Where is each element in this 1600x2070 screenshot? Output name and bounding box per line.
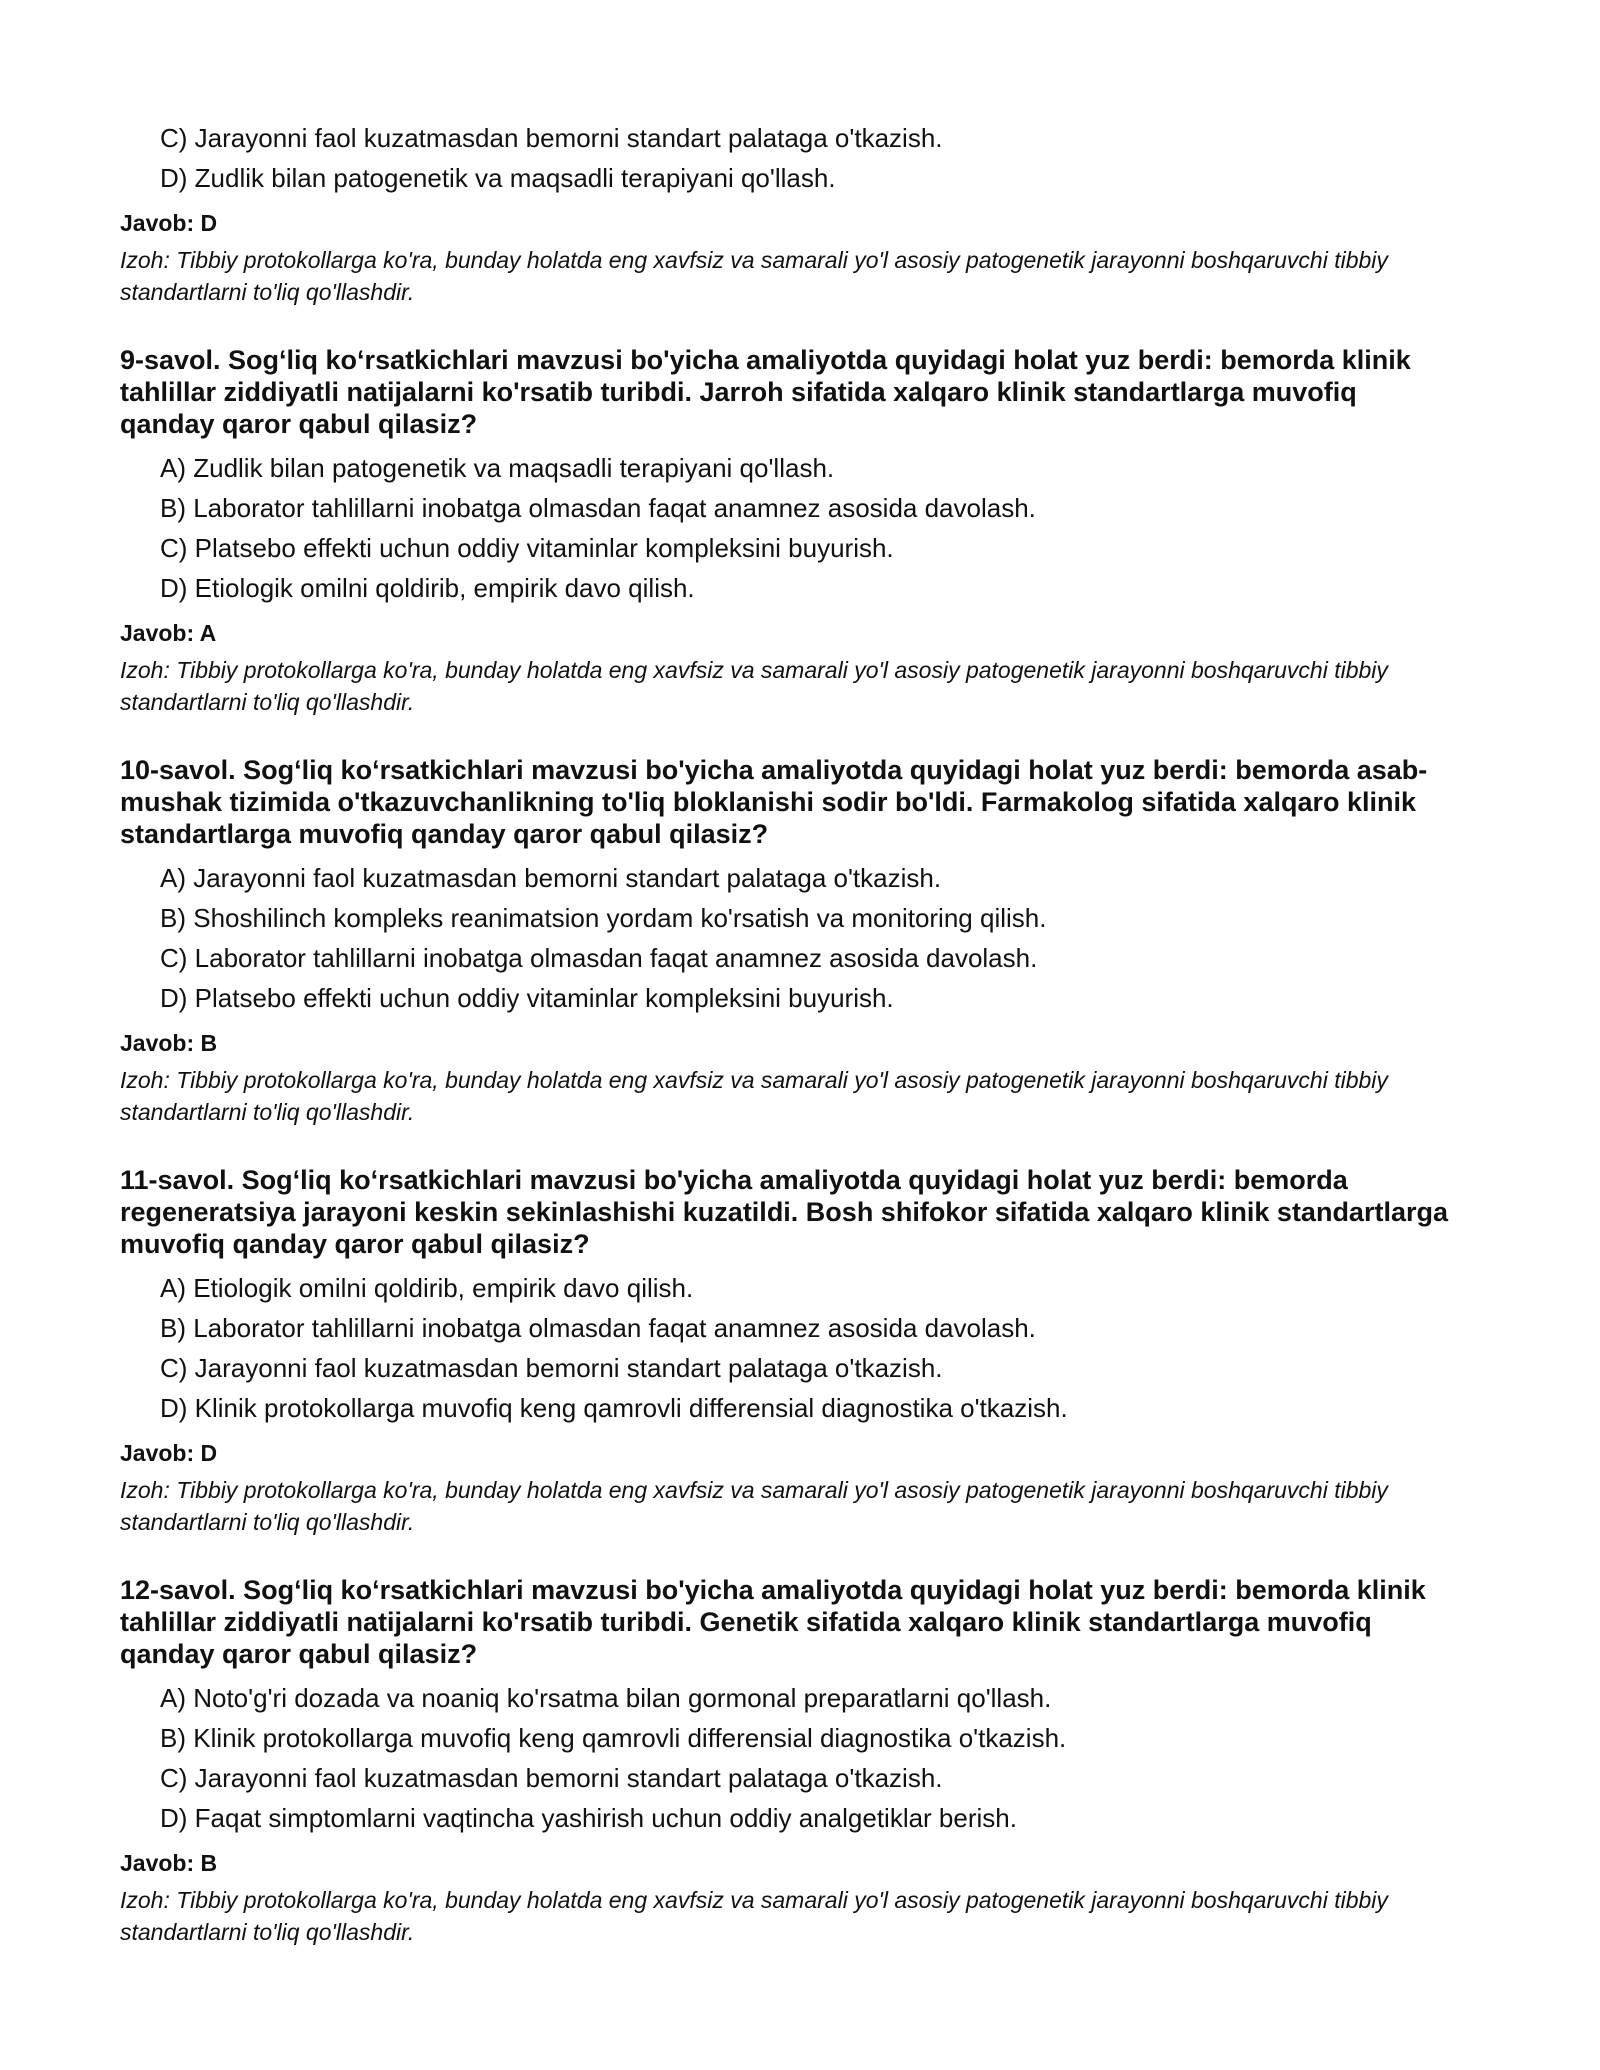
explanation: Izoh: Tibbiy protokollarga ko'ra, bunday holatda eng xavfsiz va samarali yo'l asosiy patogenetik jarayonni boshqaruvchi tibbiy standartlarni to'liq qo'llashdir. (120, 1067, 1388, 1125)
page-content (120, 118, 1450, 1948)
answer-option-a: A) Etiologik omilni qoldirib, empirik davo qilish. (160, 1273, 694, 1303)
options-list (120, 448, 1450, 608)
question-text: 10-savol. Sog‘liq ko‘rsatkichlari mavzusi bo'yicha amaliyotda quyidagi holat yuz berdi: bemorda asab-mushak tizimida o'tkazuvchanlikning to'liq bloklanishi sodir bo'ldi. Farmakolog sifatida xalqaro klinik standartlarga muvofiq qanday qaror qabul qilasiz? (120, 755, 1428, 849)
question-block-9 (120, 344, 1450, 718)
answer-option-b: B) Klinik protokollarga muvofiq keng qamrovli differensial diagnostika o'tkazish. (160, 1723, 1067, 1753)
answer-option-d: D) Faqat simptomlarni vaqtincha yashirish uchun oddiy analgetiklar berish. (160, 1803, 1017, 1833)
answer-option-a: A) Jarayonni faol kuzatmasdan bemorni standart palataga o'tkazish. (160, 863, 942, 893)
answer-option-c: C) Jarayonni faol kuzatmasdan bemorni standart palataga o'tkazish. (160, 1763, 943, 1793)
answer-option-d: D) Zudlik bilan patogenetik va maqsadli terapiyani qo'llash. (160, 163, 836, 193)
explanation: Izoh: Tibbiy protokollarga ko'ra, bunday holatda eng xavfsiz va samarali yo'l asosiy patogenetik jarayonni boshqaruvchi tibbiy standartlarni to'liq qo'llashdir. (120, 657, 1388, 715)
answer-option-b: B) Laborator tahlillarni inobatga olmasdan faqat anamnez asosida davolash. (160, 1313, 1036, 1343)
answer-option-c: C) Jarayonni faol kuzatmasdan bemorni standart palataga o'tkazish. (160, 1353, 943, 1383)
explanation: Izoh: Tibbiy protokollarga ko'ra, bunday holatda eng xavfsiz va samarali yo'l asosiy patogenetik jarayonni boshqaruvchi tibbiy standartlarni to'liq qo'llashdir. (120, 1887, 1388, 1945)
answer-option-c: C) Platsebo effekti uchun oddiy vitaminlar kompleksini buyurish. (160, 533, 894, 563)
explanation: Izoh: Tibbiy protokollarga ko'ra, bunday holatda eng xavfsiz va samarali yo'l asosiy patogenetik jarayonni boshqaruvchi tibbiy standartlarni to'liq qo'llashdir. (120, 1477, 1388, 1535)
question-block-12 (120, 1574, 1450, 1948)
answer-option-a: A) Noto'g'ri dozada va noaniq ko'rsatma bilan gormonal preparatlarni qo'llash. (160, 1683, 1052, 1713)
question-block-10 (120, 754, 1450, 1128)
correct-answer: Javob: D (120, 210, 218, 236)
correct-answer: Javob: A (120, 620, 217, 646)
question-text: 11-savol. Sog‘liq ko‘rsatkichlari mavzusi bo'yicha amaliyotda quyidagi holat yuz berdi: bemorda regeneratsiya jarayoni keskin sekinlashishi kuzatildi. Bosh shifokor sifatida xalqaro klinik standartlarga muvofiq qanday qaror qabul qilasiz? (120, 1165, 1448, 1259)
answer-option-d: D) Klinik protokollarga muvofiq keng qamrovli differensial diagnostika o'tkazish. (160, 1393, 1068, 1423)
answer-option-a: A) Zudlik bilan patogenetik va maqsadli terapiyani qo'llash. (160, 453, 835, 483)
correct-answer: Javob: B (120, 1850, 218, 1876)
answer-option-d: D) Etiologik omilni qoldirib, empirik davo qilish. (160, 573, 695, 603)
options-list (120, 858, 1450, 1018)
answer-option-d: D) Platsebo effekti uchun oddiy vitaminlar kompleksini buyurish. (160, 983, 894, 1013)
question-text: 12-savol. Sog‘liq ko‘rsatkichlari mavzusi bo'yicha amaliyotda quyidagi holat yuz berdi: bemorda klinik tahlillar ziddiyatli natijalarni ko'rsatib turibdi. Genetik sifatida xalqaro klinik standartlarga muvofiq qanday qaror qabul qilasiz? (120, 1575, 1426, 1669)
answer-option-c: C) Laborator tahlillarni inobatga olmasdan faqat anamnez asosida davolash. (160, 943, 1038, 973)
question-block-11 (120, 1164, 1450, 1538)
correct-answer: Javob: B (120, 1030, 218, 1056)
options-list (120, 1678, 1450, 1838)
explanation: Izoh: Tibbiy protokollarga ko'ra, bunday holatda eng xavfsiz va samarali yo'l asosiy patogenetik jarayonni boshqaruvchi tibbiy standartlarni to'liq qo'llashdir. (120, 247, 1388, 305)
question-text: 9-savol. Sog‘liq ko‘rsatkichlari mavzusi bo'yicha amaliyotda quyidagi holat yuz berdi: bemorda klinik tahlillar ziddiyatli natijalarni ko'rsatib turibdi. Jarroh sifatida xalqaro klinik standartlarga muvofiq qanday qaror qabul qilasiz? (120, 345, 1411, 439)
answer-option-b: B) Laborator tahlillarni inobatga olmasdan faqat anamnez asosida davolash. (160, 493, 1036, 523)
answer-option-c: C) Jarayonni faol kuzatmasdan bemorni standart palataga o'tkazish. (160, 123, 943, 153)
carryover-block (120, 118, 1450, 308)
correct-answer: Javob: D (120, 1440, 218, 1466)
answer-option-b: B) Shoshilinch kompleks reanimatsion yordam ko'rsatish va monitoring qilish. (160, 903, 1047, 933)
options-list (120, 118, 1450, 198)
options-list (120, 1268, 1450, 1428)
